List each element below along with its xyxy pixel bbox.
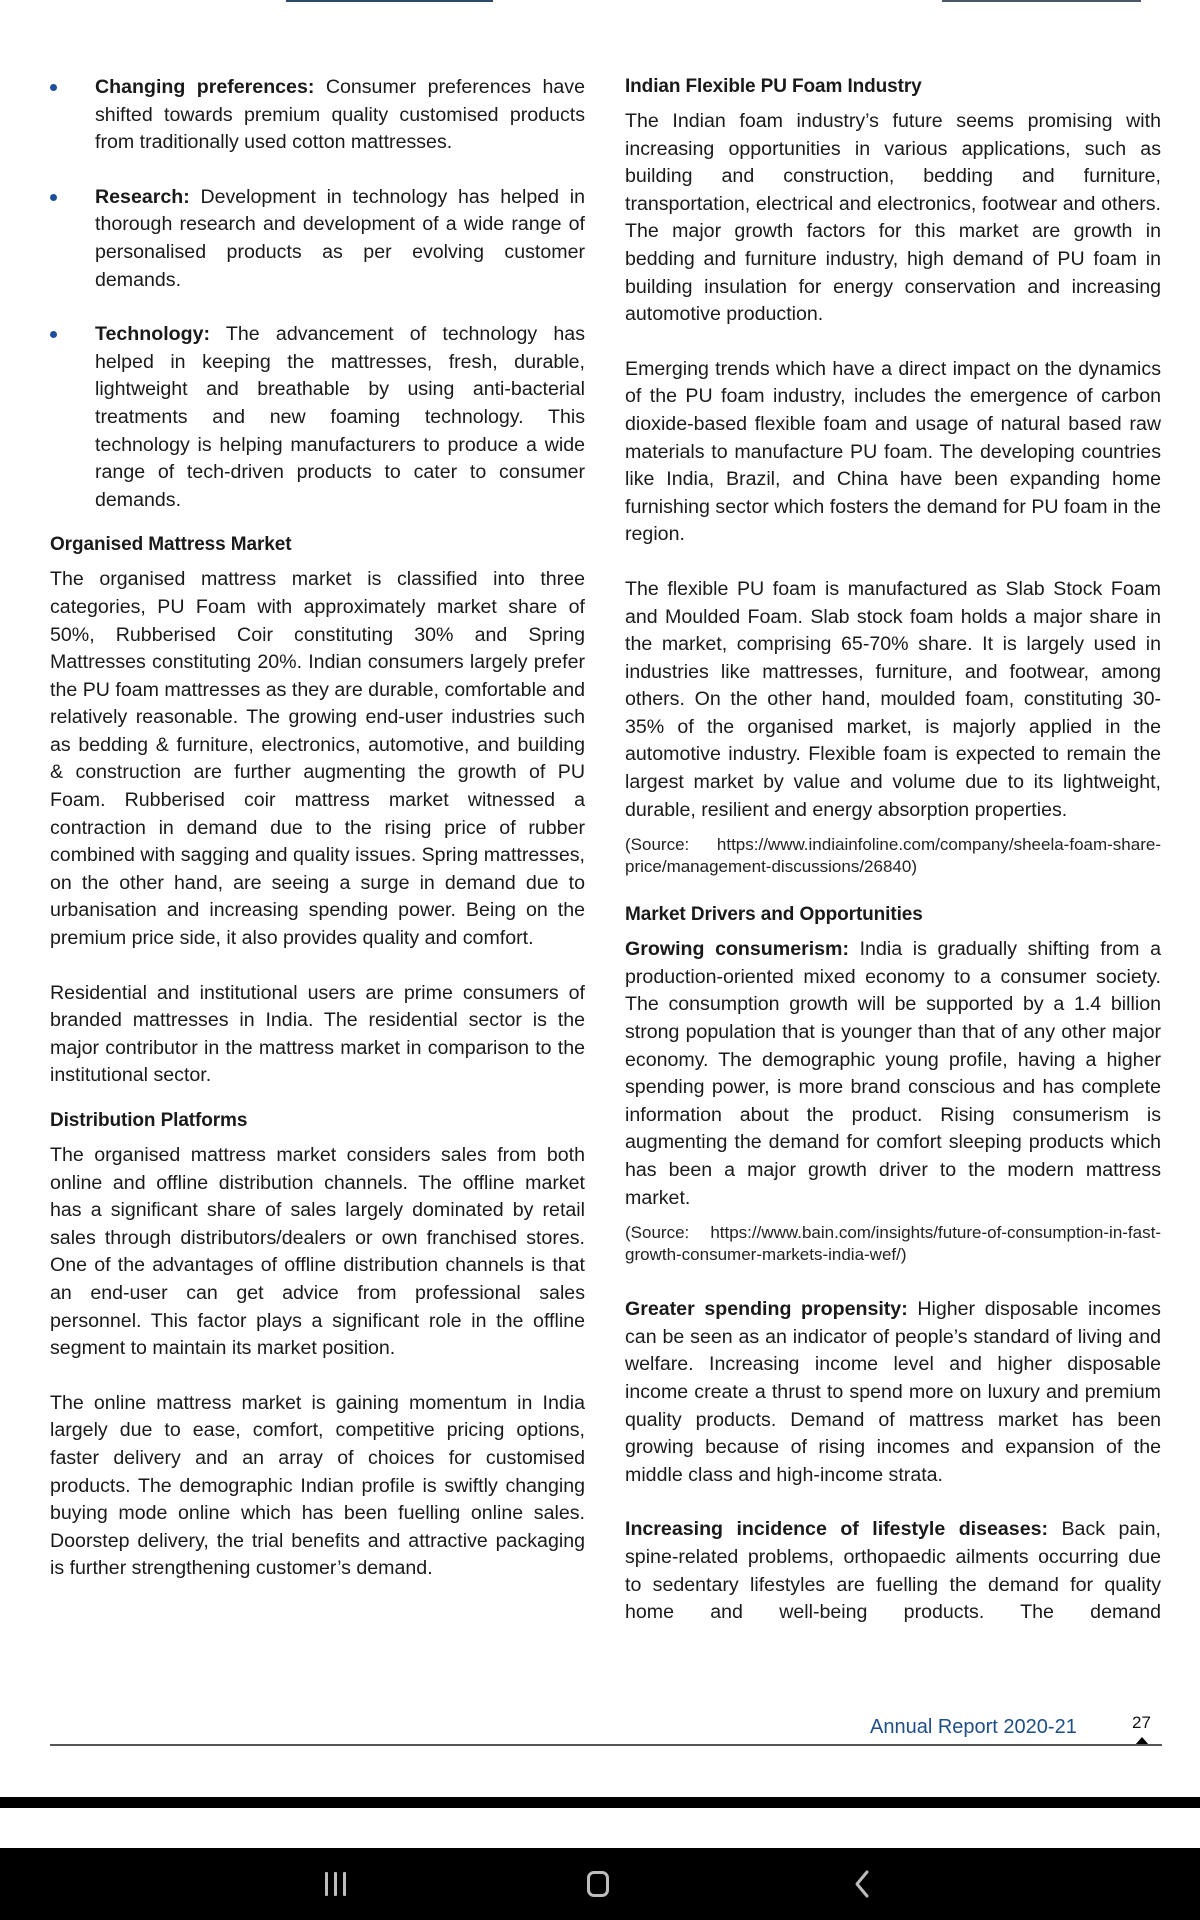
paragraph-emerging-trends: Emerging trends which have a direct impact on the dynamics of the PU foam industry, includes the emergence of carbon dioxide-based flexible foam and usage of natural based raw materials to manufacture PU foam. The developing countries like India, Brazil, and China have been expanding home furnishing sector which fosters the demand for PU foam in the region. (625, 357, 1161, 546)
paragraph-residential-institutional: Residential and institutional users are prime consumers of branded mattresses in India. The residential sector is the major contributor in the mattress market in comparison to the institutional sector. (50, 981, 585, 1087)
back-icon (852, 1869, 872, 1899)
paragraph-offline-distribution: The organised mattress market considers sales from both online and offline distribution channels. The offline market has a significant share of sales largely dominated by retail sales through distributors/dealers or own franchised stores. One of the advantages of offline distribution channels is that an end-user can get advice from professional sales personnel. This factor plays a significant role in the offline segment to maintain its market position. (50, 1144, 585, 1360)
page-separator-band (0, 1797, 1200, 1808)
header-rule-right (942, 0, 1141, 2)
bullet-label: Research: (95, 185, 190, 208)
left-column (50, 74, 585, 1583)
bullet-dot-icon (50, 331, 57, 338)
home-button[interactable] (558, 1848, 638, 1920)
driver-text: Higher disposable incomes can be seen as an indicator of people’s standard of living and welfare. Increasing income level and higher disposable income create a thrust to spend more on luxury and premium quality products. Demand of mattress market has been growing because of rising incomes and expansion of the middle class and high-income strata. (625, 1298, 1161, 1486)
heading-organised-mattress-market: Organised Mattress Market (50, 534, 292, 556)
footer-report-title: Annual Report 2020-21 (870, 1716, 1077, 1738)
bullet-text: Development in technology has helped in thorough research and development of a wide range of personalised products as per evolving customer demands. (95, 185, 585, 291)
paragraph-online-distribution: The online mattress market is gaining momentum in India largely due to ease, comfort, competitive pricing options, faster delivery and an array of choices for customised products. The demographic Indian profile is swiftly changing buying mode online which has been fuelling online sales. Doorstep delivery, the trial benefits and attractive packaging is further strengthening customer’s demand. (50, 1391, 585, 1580)
bullet-label: Changing preferences: (95, 76, 315, 98)
bullet-dot-icon (50, 194, 57, 201)
right-column (625, 74, 1161, 1627)
home-icon (587, 1871, 609, 1897)
driver-label: Greater spending propensity: (625, 1298, 908, 1321)
bullet-text: The advancement of technology has helped in keeping the mattresses, fresh, durable, lightweight and breathable by using anti-bacterial treatments and new foaming technology. This technology is helping manufacturers to produce a wide range of tech-driven products to cater to consumer demands. (95, 323, 585, 511)
footer-rule (50, 1744, 1162, 1746)
driver-label: Increasing incidence of lifestyle diseases: (625, 1518, 1049, 1541)
paragraph-lifestyle-diseases (625, 1516, 1161, 1626)
driver-text: India is gradually shifting from a production-oriented mixed economy to a consumer society. The consumption growth will be supported by a 1.4 billion strong population that is younger than that of any other major economy. The demographic young profile, having a higher spending power, is more brand conscious and has complete information about the product. Rising consumerism is augmenting the demand for comfort sleeping products which has been a major growth driver to the modern mattress market. (625, 938, 1161, 1209)
bullet-text: Consumer preferences have shifted towards premium quality customised products from traditionally used cotton mattresses. (95, 76, 586, 154)
driver-text: Back pain, spine-related problems, orthopaedic ailments occurring due to sedentary lifestyles are fuelling the demand for quality home and well-being products. The demand (625, 1518, 1162, 1624)
header-rule-left (286, 0, 493, 2)
heading-distribution-platforms: Distribution Platforms (50, 1110, 248, 1131)
back-button[interactable] (822, 1848, 902, 1920)
bullet-label: Technology: (95, 323, 211, 346)
paragraph-slab-moulded-foam: The flexible PU foam is manufactured as Slab Stock Foam and Moulded Foam. Slab stock foam holds a major share in the market, comprising 65-70% share. It is largely used in industries like mattresses, furniture, and footwear, among others. On the other hand, moulded foam, constituting 30-35% of the organised market, is majorly applied in the automotive industry. Flexible foam is expected to remain the largest market by value and volume due to its lightweight, durable, resilient and energy absorption properties. (625, 577, 1161, 821)
bullet-dot-icon (50, 84, 57, 91)
android-navigation-bar (0, 1848, 1200, 1920)
bullet-item-technology (50, 321, 585, 514)
page-number: 27 (1132, 1713, 1151, 1732)
bullet-item-changing-preferences (50, 74, 585, 157)
paragraph-foam-future: The Indian foam industry’s future seems promising with increasing opportunities in various applications, such as building and construction, bedding and furniture, transportation, electrical and electronics, footwear and others. The major growth factors for this market are growth in bedding and furniture industry, high demand of PU foam in building insulation for energy conservation and increasing automotive production. (625, 110, 1161, 326)
bullet-item-research (50, 184, 585, 294)
paragraph-spending-propensity (625, 1296, 1161, 1489)
recent-apps-icon (325, 1872, 346, 1896)
paragraph-organised-market: The organised mattress market is classified into three categories, PU Foam with approximately market share of 50%, Rubberised Coir constituting 30% and Spring Mattresses constituting 20%. Indian consumers largely prefer the PU foam mattresses as they are durable, comfortable and relatively reasonable. The growing end-user industries such as bedding & furniture, electronics, automotive, and building & construction are further augmenting the growth of PU Foam. Rubberised coir mattress market witnessed a contraction in demand due to the rising price of rubber combined with sagging and quality issues. Spring mattresses, on the other hand, are seeing a surge in demand due to urbanisation and increasing spending power. Being on the premium price side, it also provides quality and comfort. (50, 568, 585, 950)
driver-label: Growing consumerism: (625, 938, 849, 961)
source-citation-indiainfoline: (Source: https://www.indiainfoline.com/company/sheela-foam-share-price/management-discussions/26840) (625, 835, 1161, 877)
heading-pu-foam-industry: Indian Flexible PU Foam Industry (625, 76, 922, 97)
recent-apps-button[interactable] (295, 1848, 375, 1920)
heading-market-drivers: Market Drivers and Opportunities (625, 904, 923, 926)
paragraph-growing-consumerism (625, 936, 1161, 1212)
source-citation-bain: (Source: https://www.bain.com/insights/future-of-consumption-in-fast-growth-consumer-markets-india-wef/) (625, 1223, 1161, 1265)
